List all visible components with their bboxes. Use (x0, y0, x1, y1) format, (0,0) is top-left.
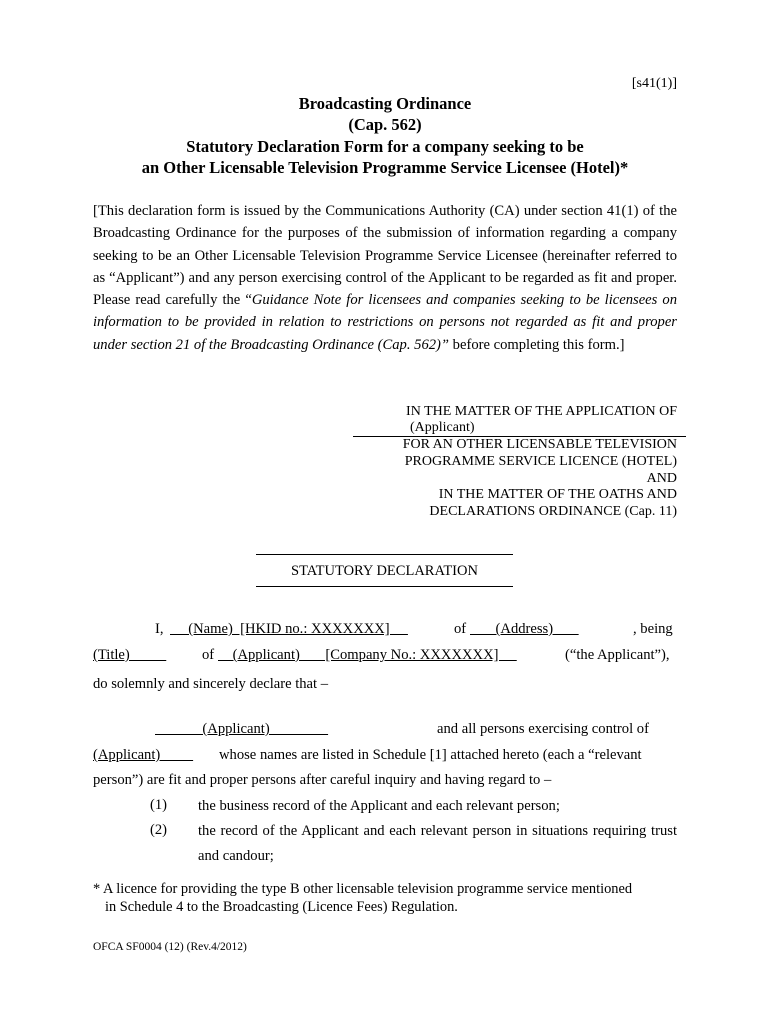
title-field[interactable]: (Title) (93, 647, 167, 663)
fit-proper-line-3: person”) are fit and proper persons after careful inquiry and having regard to – (93, 772, 552, 788)
footnote-line-2: in Schedule 4 to the Broadcasting (Licence Fees) Regulation. (105, 898, 458, 915)
intro-text-end: before completing this form.] (449, 336, 625, 353)
intro-text: [This declaration form is issued by the Communications Authority (CA) under section 41(1) of the Broadcasting Ordinance for the purposes of the submission of information regarding a company seeking to be an Other Licensable Television Programme Service Licensee (hereinafter referred to as “Applicant”) and any person exercising control of the Applicant to be regarded as fit and proper. Please read carefully the “ (93, 203, 677, 309)
decl-of: of (454, 621, 467, 637)
footnote-line-1: * A licence for providing the type B other licensable television programme service mentioned (93, 881, 633, 897)
item-text-1: the business record of the Applicant and each relevant person; (198, 798, 560, 814)
decl-the-applicant: (“the Applicant”), (565, 647, 670, 663)
item-number-2: (2) (150, 822, 168, 838)
form-code: OFCA SF0004 (12) (Rev.4/2012) (93, 941, 247, 953)
applicant-field[interactable]: (Applicant) (353, 420, 686, 437)
decl-of-2: of (202, 647, 215, 663)
section-reference: [s41(1)] (631, 76, 677, 91)
matter-line-6: DECLARATIONS ORDINANCE (Cap. 11) (429, 504, 677, 520)
address-field[interactable]: (Address) (470, 621, 579, 637)
applicant-field-3[interactable]: (Applicant) (93, 747, 194, 763)
fit-proper-text-1: and all persons exercising control of (437, 721, 649, 737)
matter-block (347, 437, 677, 521)
form-title-line1: Statutory Declaration Form for a company seeking to be (186, 137, 584, 156)
form-title-line2: an Other Licensable Television Programme Service Licensee (Hotel)* (141, 158, 629, 177)
decl-being: , being (633, 621, 673, 637)
divider-bottom (256, 586, 513, 587)
applicant-field-2[interactable]: (Applicant) (155, 721, 329, 737)
matter-line-2: FOR AN OTHER LICENSABLE TELEVISION (402, 437, 677, 452)
applicant-company-field[interactable]: (Applicant) [Company No.: XXXXXXX] (218, 647, 517, 663)
ordinance-title: Broadcasting Ordinance (298, 94, 472, 113)
footnote (93, 881, 693, 916)
matter-line-1: IN THE MATTER OF THE APPLICATION OF (406, 404, 677, 419)
name-field[interactable]: (Name) [HKID no.: XXXXXXX] (170, 621, 408, 637)
guidance-note-title: Guidance Note for licensees and companies seeking to be licensees on information to be provided in relation to restrictions on persons not regarded as fit and proper under section 21 of the Broadcasting Ordinance (Cap. 562)” (93, 292, 677, 353)
item-text-2: the record of the Applicant and each relevant person in situations requiring trust and candour; (198, 823, 677, 864)
intro-paragraph (93, 200, 677, 356)
matter-line-4: AND (646, 470, 677, 486)
divider-top (256, 554, 513, 555)
item-number-1: (1) (150, 797, 168, 813)
matter-line-3: PROGRAMME SERVICE LICENCE (HOTEL) (404, 453, 677, 469)
matter-line-5: IN THE MATTER OF THE OATHS AND (438, 487, 677, 503)
declaration-line-3: do solemnly and sincerely declare that – (93, 676, 329, 692)
fit-proper-text-2: whose names are listed in Schedule [1] attached hereto (each a “relevant (219, 747, 642, 763)
decl-i: I, (155, 621, 164, 637)
statutory-declaration-heading: STATUTORY DECLARATION (291, 563, 478, 579)
ordinance-chapter: (Cap. 562) (348, 115, 422, 134)
